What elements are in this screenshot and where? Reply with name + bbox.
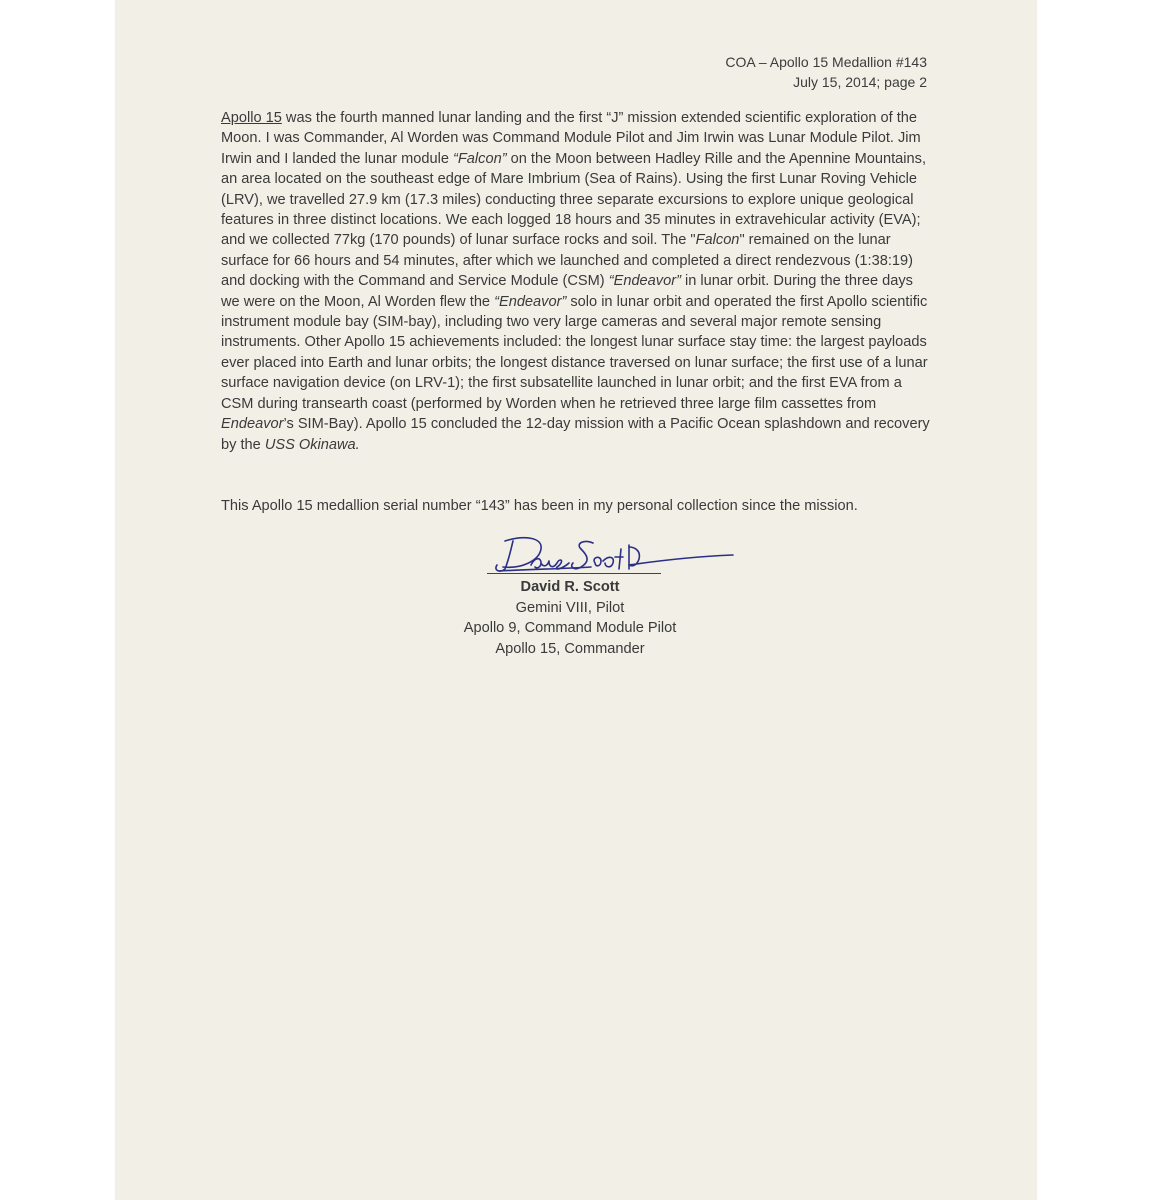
body-paragraph: [221, 108, 933, 455]
body-text: " remained on the lunar surface for 66 hours and 54 minutes, after which we launched and completed a direct rendezvous (1:38:19) and docking with the Command and Service Module (CSM): [221, 232, 913, 290]
body-text: in lunar orbit. During the three days we were on the Moon, Al Worden flew the: [221, 273, 913, 310]
signer-role-apollo-9: Apollo 9, Command Module Pilot: [463, 620, 677, 636]
recovery-ship-name: USS Okinawa.: [264, 436, 360, 453]
signer-name: David R. Scott: [520, 579, 620, 595]
document-header: [725, 52, 927, 92]
endeavor-name: “Endeavor”: [608, 273, 681, 290]
closing-statement: This Apollo 15 medallion serial number “143” has been in my personal collection since the mission.: [221, 498, 858, 514]
header-date-page: July 15, 2014; page 2: [793, 74, 927, 90]
endeavor-name: Endeavor: [221, 416, 284, 433]
falcon-name: Falcon: [695, 232, 740, 249]
endeavor-name: “Endeavor”: [494, 293, 567, 310]
body-text: on the Moon between Hadley Rille and the Apennine Mountains, an area located on the southeast edge of Mare Imbrium (Sea of Rains). Using the first Lunar Roving Vehicle (LRV), we travelled 27.9 km (17.3 miles) conducting three separate excursions to explore unique geological features in three distinct locations. We each logged 18 hours and 35 minutes in extravehicular activity (EVA); and we collected 77kg (170 pounds) of lunar surface rocks and soil. The ": [221, 150, 927, 249]
body-text: was the fourth manned lunar landing and the first “J” mission extended scientific exploration of the Moon. I was Commander, Al Worden was Command Module Pilot and Jim Irwin was Lunar Module Pilot. Jim Irwin and I landed the lunar module: [221, 110, 921, 167]
header-title: COA – Apollo 15 Medallion #143: [725, 54, 927, 70]
body-text: solo in lunar orbit and operated the first Apollo scientific instrument module bay (SIM-bay), including two very large cameras and several major remote sensing instruments. Other Apollo 15 achievements included: the longest lunar surface stay time: the largest payloads ever placed into Earth and lunar orbits; the longest distance traversed on lunar surface; the first use of a lunar surface navigation device (on LRV-1); the first subsatellite launched in lunar orbit; and the first EVA from a CSM during transearth coast (performed by Worden when he retrieved three large film cassettes from: [221, 293, 928, 412]
document-page: [115, 0, 1037, 1200]
signer-role-apollo-15: Apollo 15, Commander: [495, 640, 645, 657]
falcon-name: “Falcon”: [453, 150, 507, 167]
signature-block: [415, 577, 725, 659]
handwritten-signature: [483, 527, 738, 579]
signer-role-gemini: Gemini VIII, Pilot: [515, 599, 625, 616]
signature-line: [487, 573, 661, 574]
body-text: ’s SIM-Bay). Apollo 15 concluded the 12-day mission with a Pacific Ocean splashdown and recovery by the: [221, 416, 930, 453]
apollo-15-link[interactable]: Apollo 15: [221, 110, 282, 126]
